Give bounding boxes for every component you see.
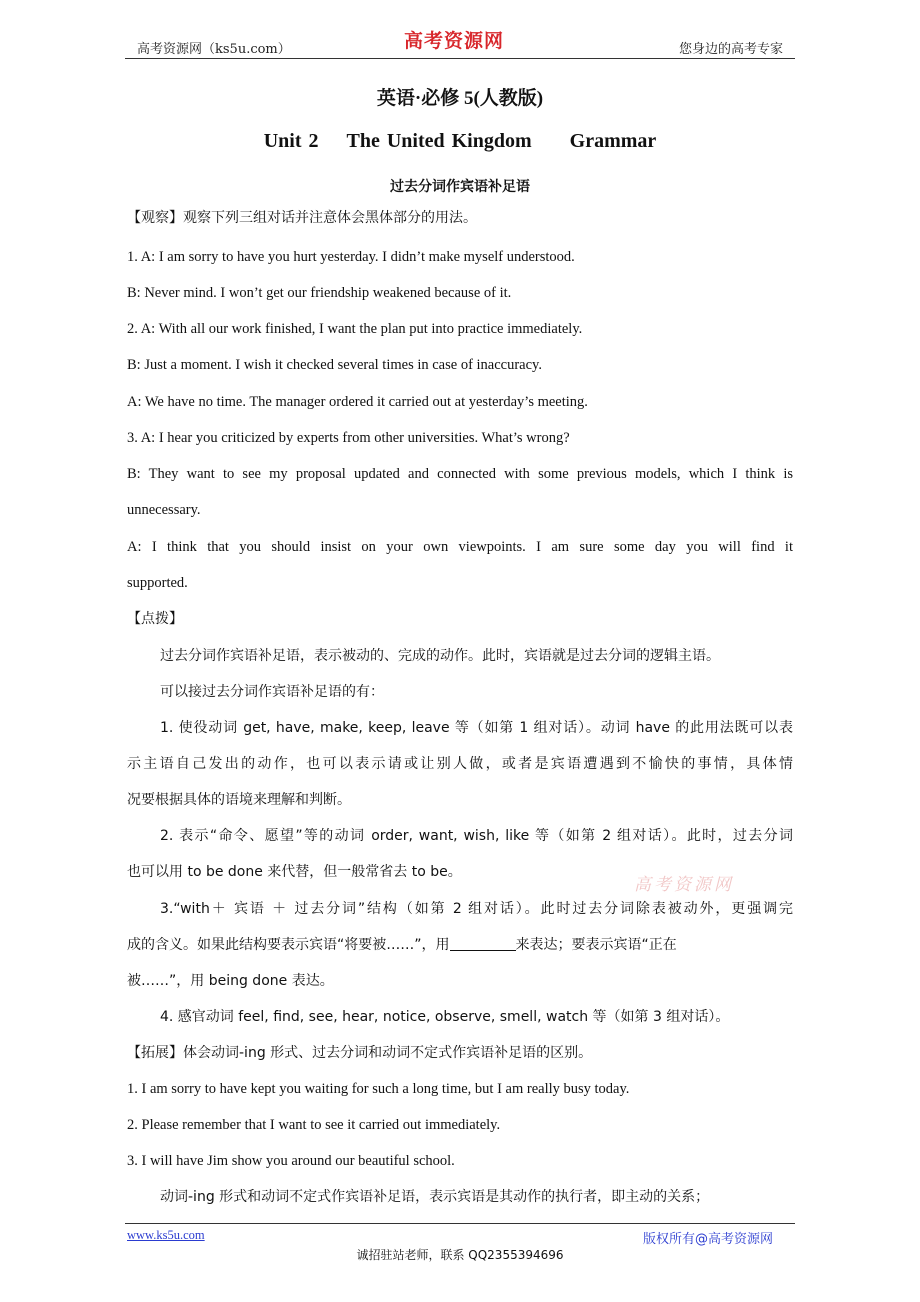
extension-heading: 【拓展】体会动词-ing 形式、过去分词和动词不定式作宾语补足语的区别。	[127, 1045, 593, 1061]
paragraph: 被……”，用 being done 表达。	[127, 973, 334, 989]
header-site-name: 高考资源网（ks5u.com）	[137, 42, 291, 57]
dialogue-line: A: I think that you should insist on your own viewpoints. I am sure some day you will find it	[127, 539, 793, 555]
observe-heading: 【观察】观察下列三组对话并注意体会黑体部分的用法。	[127, 210, 477, 226]
tip-heading: 【点拨】	[127, 611, 183, 627]
paragraph: 过去分词作宾语补足语，表示被动的、完成的动作。此时，宾语就是过去分词的逻辑主语。	[160, 648, 720, 664]
dialogue-line: B: Never mind. I won’t get our friendship weakened because of it.	[127, 285, 512, 301]
dialogue-line: B: Just a moment. I wish it checked several times in case of inaccuracy.	[127, 357, 542, 373]
paragraph: 也可以用 to be done 来代替，但一般常省去 to be。	[127, 864, 462, 880]
header-slogan: 您身边的高考专家	[678, 42, 783, 57]
book-title: 英语·必修 5(人教版)	[376, 88, 544, 109]
footer-divider	[125, 1223, 795, 1224]
fill-blank[interactable]	[450, 936, 516, 951]
paragraph: 3.“with＋ 宾语 ＋ 过去分词”结构（如第 2 组对话）。此时过去分词除表被动外，更强调完	[160, 901, 793, 917]
example-sentence: 2. Please remember that I want to see it carried out immediately.	[127, 1117, 501, 1133]
dialogue-line: 3. A: I hear you criticized by experts from other universities. What’s wrong?	[127, 430, 570, 446]
dialogue-line: A: We have no time. The manager ordered it carried out at yesterday’s meeting.	[127, 394, 588, 410]
paragraph-part: 来表达；要表示宾语“正在	[515, 937, 677, 953]
dialogue-line: B: They want to see my proposal updated and connected with some previous models, which I think is	[127, 466, 793, 482]
paragraph: 况要根据具体的语境来理解和判断。	[127, 792, 351, 808]
paragraph: 4. 感官动词 feel, find, see, hear, notice, observe, smell, watch 等（如第 3 组对话）。	[160, 1009, 730, 1025]
paragraph: 动词-ing 形式和动词不定式作宾语补足语，表示宾语是其动作的执行者，即主动的关系；	[160, 1189, 710, 1205]
topic-title: 过去分词作宾语补足语	[390, 179, 530, 195]
footer-copyright: 版权所有@高考资源网	[642, 1232, 773, 1247]
paragraph: 示主语自己发出的动作，也可以表示请或让别人做，或者是宾语遭遇到不愉快的事情，具体情	[127, 756, 793, 772]
dialogue-line: 1. A: I am sorry to have you hurt yesterday. I didn’t make myself understood.	[127, 249, 575, 265]
dialogue-line: unnecessary.	[127, 502, 201, 518]
paragraph-part: 成的含义。如果此结构要表示宾语“将要被……”，用	[127, 937, 450, 953]
example-sentence: 3. I will have Jim show you around our beautiful school.	[127, 1153, 455, 1169]
unit-number: Unit 2	[263, 130, 319, 152]
footer-recruit: 诚招驻站老师，联系 QQ2355394696	[356, 1248, 564, 1262]
example-sentence: 1. I am sorry to have kept you waiting for such a long time, but I am really busy today.	[127, 1081, 630, 1097]
paragraph: 1. 使役动词 get, have, make, keep, leave 等（如第 1 组对话）。动词 have 的此用法既可以表	[160, 720, 793, 736]
header-divider	[125, 58, 795, 59]
paragraph: 2. 表示“命令、愿望”等的动词 order, want, wish, like 等（如第 2 组对话）。此时，过去分词	[160, 828, 793, 844]
unit-name: The United Kingdom	[346, 130, 532, 152]
footer-site-link[interactable]: www.ks5u.com	[127, 1228, 205, 1242]
unit-title	[0, 130, 920, 153]
dialogue-line: 2. A: With all our work finished, I want the plan put into practice immediately.	[127, 321, 583, 337]
header-logo: 高考资源网	[404, 30, 505, 52]
paragraph: 可以接过去分词作宾语补足语的有：	[160, 684, 384, 700]
paragraph	[127, 935, 793, 955]
section-name: Grammar	[569, 130, 657, 152]
watermark-seal: 高考资源网	[634, 875, 734, 895]
dialogue-line: supported.	[127, 575, 188, 591]
